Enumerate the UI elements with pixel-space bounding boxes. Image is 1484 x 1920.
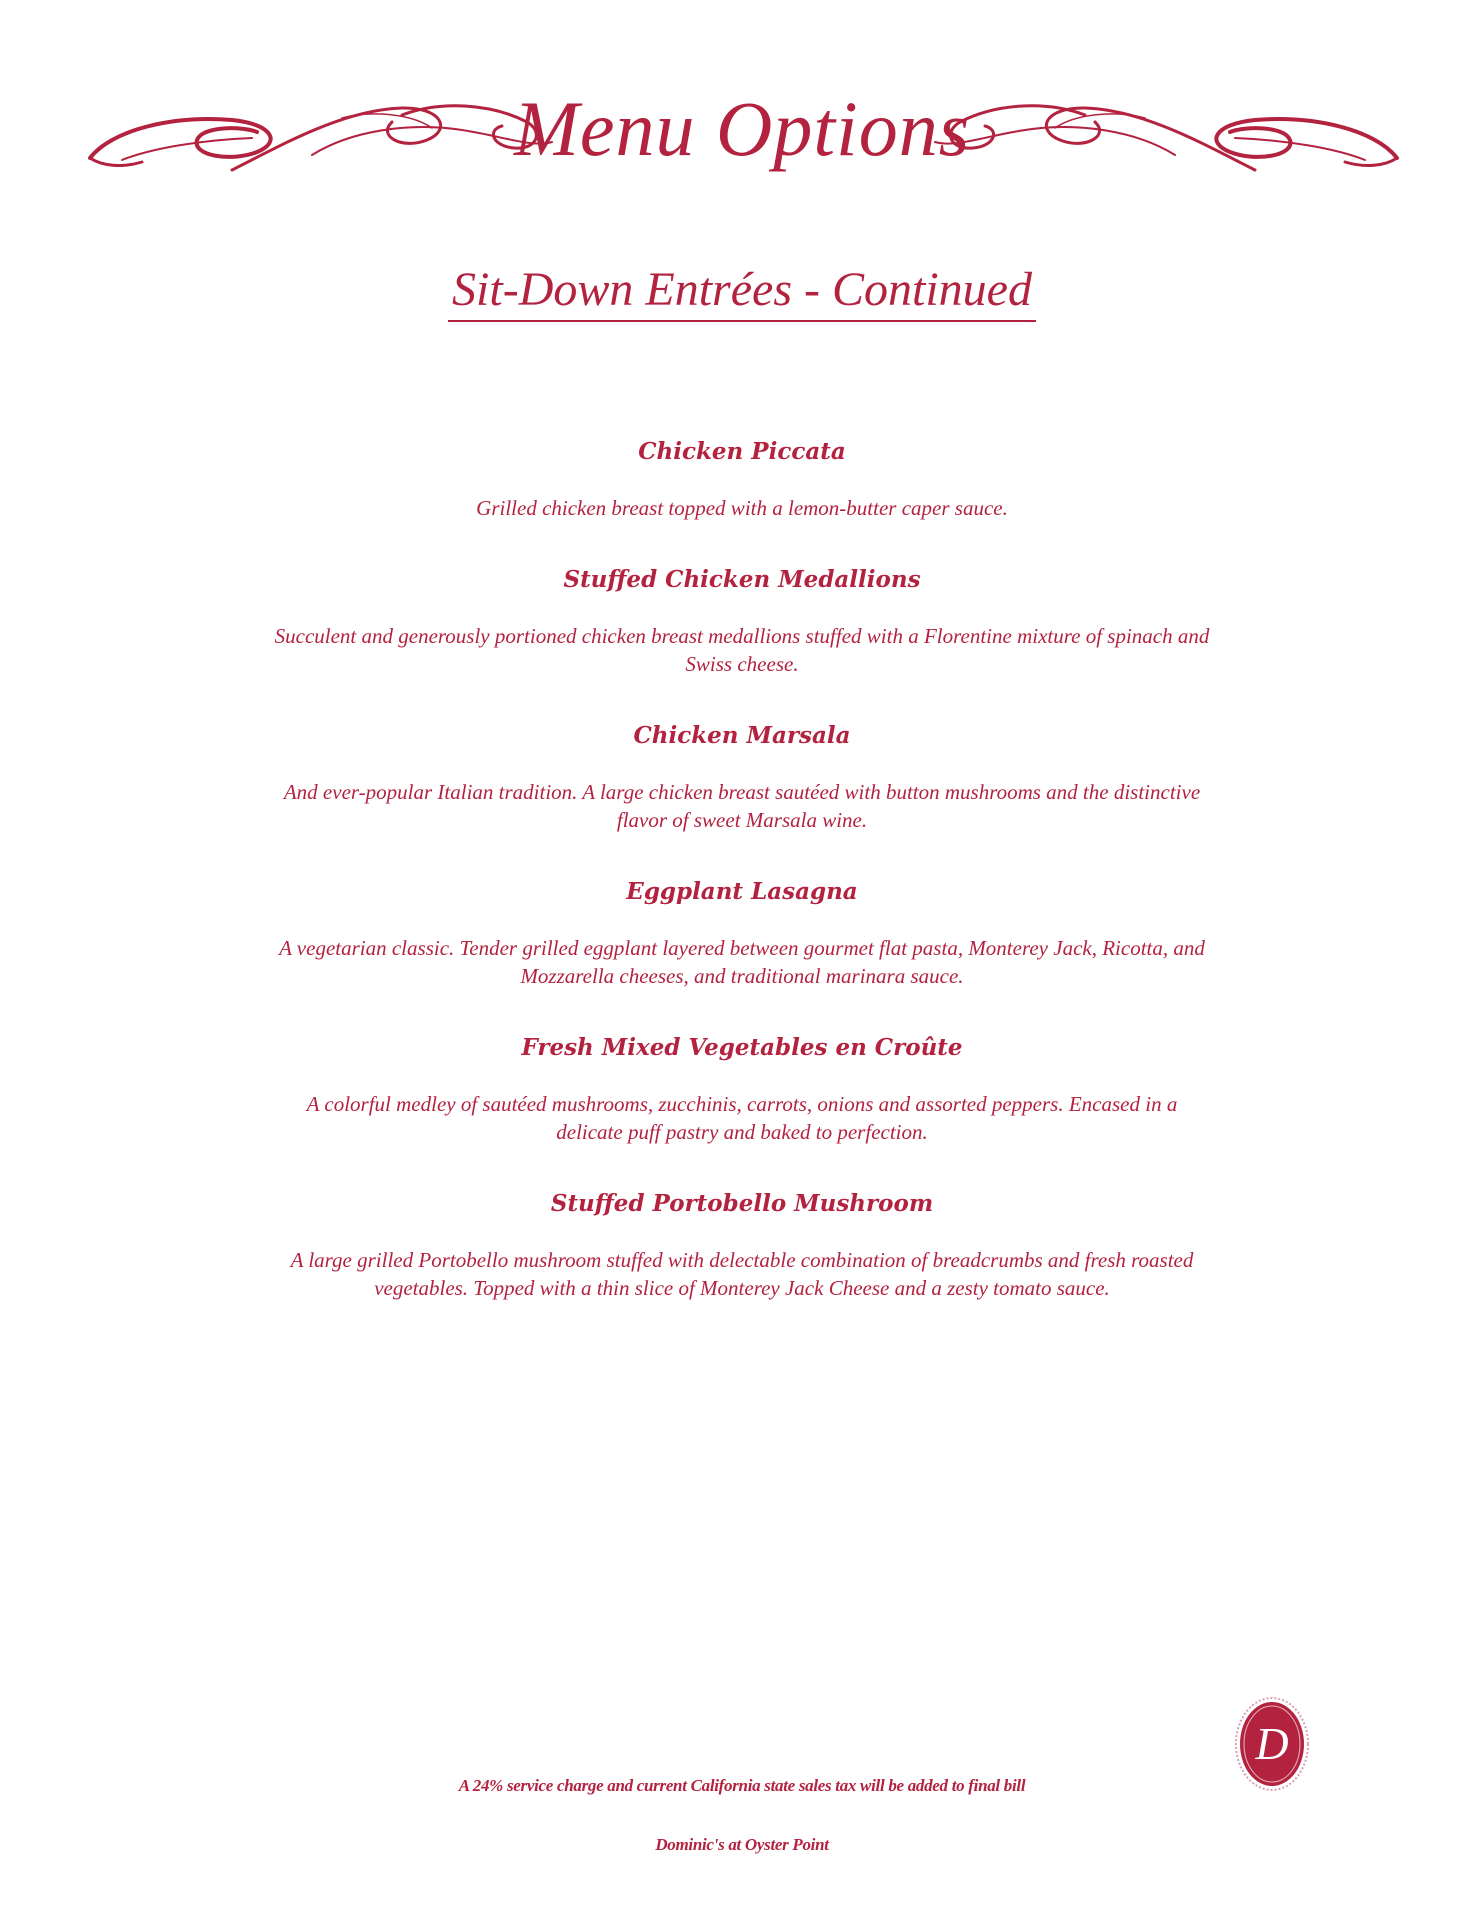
service-charge-notice: A 24% service charge and current California state sales tax will be added to final bill [458,1776,1026,1795]
section-title: Sit-Down Entrées - Continued [448,262,1036,322]
entree-name: Chicken Marsala [633,722,851,749]
entree-name: Stuffed Portobello Mushroom [550,1190,934,1217]
entree-description: A vegetarian classic. Tender grilled eggplant layered between gourmet flat pasta, Monterey Jack, Ricotta, and Mozzarella cheeses, and traditional marinara sauce. [279,936,1205,988]
entree-description: A colorful medley of sautéed mushrooms, zucchinis, carrots, onions and assorted peppers. Encased in a delicate puff pastry and baked to perfection. [306,1092,1178,1144]
entree-description: Grilled chicken breast topped with a lemon-butter caper sauce. [476,496,1008,520]
entree-item [0,430,1484,522]
entree-item [0,558,1484,678]
page-header [0,70,1484,200]
logo-letter: D [1255,1718,1289,1769]
section-heading [0,262,1484,322]
restaurant-name: Dominic's at Oyster Point [655,1835,829,1854]
entree-list [0,430,1484,1338]
entree-item [0,1026,1484,1146]
entree-description: Succulent and generously portioned chicken breast medallions stuffed with a Florentine mixture of spinach and Swiss cheese. [274,624,1210,676]
entree-name: Stuffed Chicken Medallions [563,566,921,593]
entree-name: Eggplant Lasagna [626,878,858,905]
entree-item [0,870,1484,990]
flourish-right-ornament [925,70,1405,180]
page-title: Menu Options [513,85,971,172]
entree-description: A large grilled Portobello mushroom stuffed with delectable combination of breadcrumbs and fresh roasted vegetables. Topped with a thin slice of Monterey Jack Cheese and a zesty tomato sauce. [290,1248,1194,1300]
entree-item [0,714,1484,834]
entree-name: Fresh Mixed Vegetables en Croûte [521,1034,963,1061]
entree-name: Chicken Piccata [638,438,846,465]
entree-item [0,1182,1484,1302]
entree-description: And ever-popular Italian tradition. A large chicken breast sautéed with button mushrooms and the distinctive flavor of sweet Marsala wine. [283,780,1201,832]
